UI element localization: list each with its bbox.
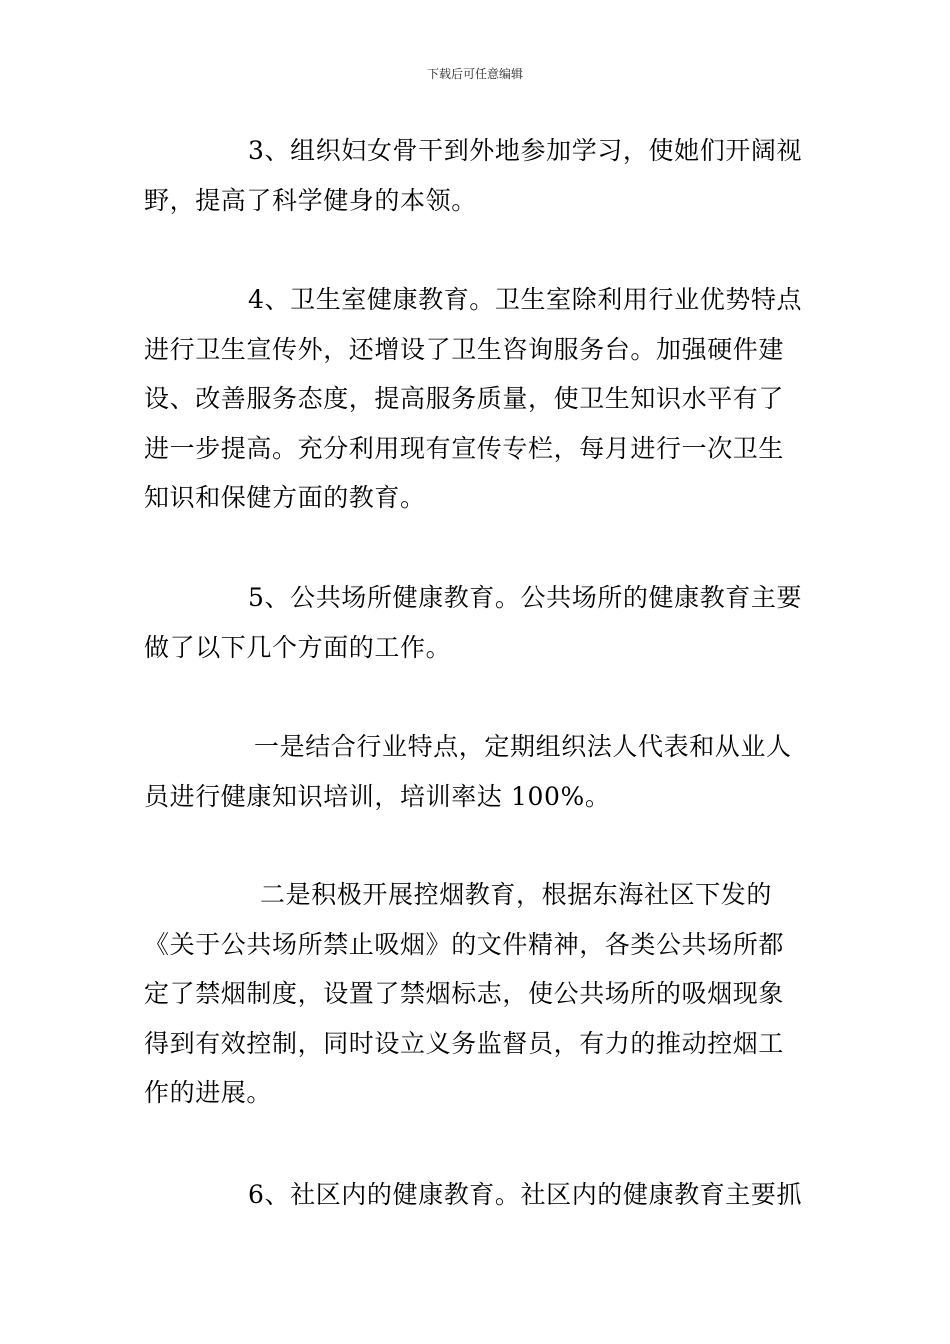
paragraph-line: 3、组织妇女骨干到外地参加学习，使她们开阔视 (248, 136, 803, 165)
paragraph-item-second (144, 870, 814, 1118)
paragraph-line: 设、改善服务态度，提高服务质量，使卫生知识水平有了 (144, 384, 785, 414)
page-header: 下载后可任意编辑 (426, 67, 523, 81)
paragraph-line: 4、卫生室健康教育。卫生室除利用行业优势特点 (248, 285, 803, 314)
paragraph-line: 6、社区内的健康教育。社区内的健康教育主要抓 (248, 1180, 803, 1209)
paragraph-line: 知识和保健方面的教育。 (144, 483, 426, 513)
paragraph-line: 5、公共场所健康教育。公共场所的健康教育主要 (248, 583, 803, 612)
paragraph-line: 进行卫生宣传外，还增设了卫生咨询服务台。加强硬件建 (144, 334, 785, 364)
paragraph-line: 野，提高了科学健身的本领。 (144, 185, 477, 215)
paragraph-item-3 (144, 126, 814, 225)
paragraph-line: 定了禁烟制度，设置了禁烟标志，使公共场所的吸烟现象 (144, 979, 785, 1009)
paragraph-item-4 (144, 275, 814, 523)
paragraph-line: 二是积极开展控烟教育，根据东海社区下发的 (260, 880, 773, 909)
paragraph-line: 《关于公共场所禁止吸烟》的文件精神，各类公共场所都 (144, 929, 785, 959)
paragraph-line: 进一步提高。充分利用现有宣传专栏，每月进行一次卫生 (144, 433, 785, 463)
paragraph-item-first (144, 722, 814, 821)
paragraph-line: 一是结合行业特点，定期组织法人代表和从业人 (254, 732, 792, 761)
paragraph-line: 作的进展。 (144, 1078, 273, 1108)
paragraph-item-5 (144, 573, 814, 672)
paragraph-line: 做了以下几个方面的工作。 (144, 632, 452, 662)
paragraph-line: 员进行健康知识培训，培训率达 100%。 (144, 781, 611, 811)
paragraph-item-6 (144, 1170, 814, 1220)
paragraph-line: 得到有效控制，同时设立义务监督员，有力的推动控烟工 (144, 1028, 785, 1058)
